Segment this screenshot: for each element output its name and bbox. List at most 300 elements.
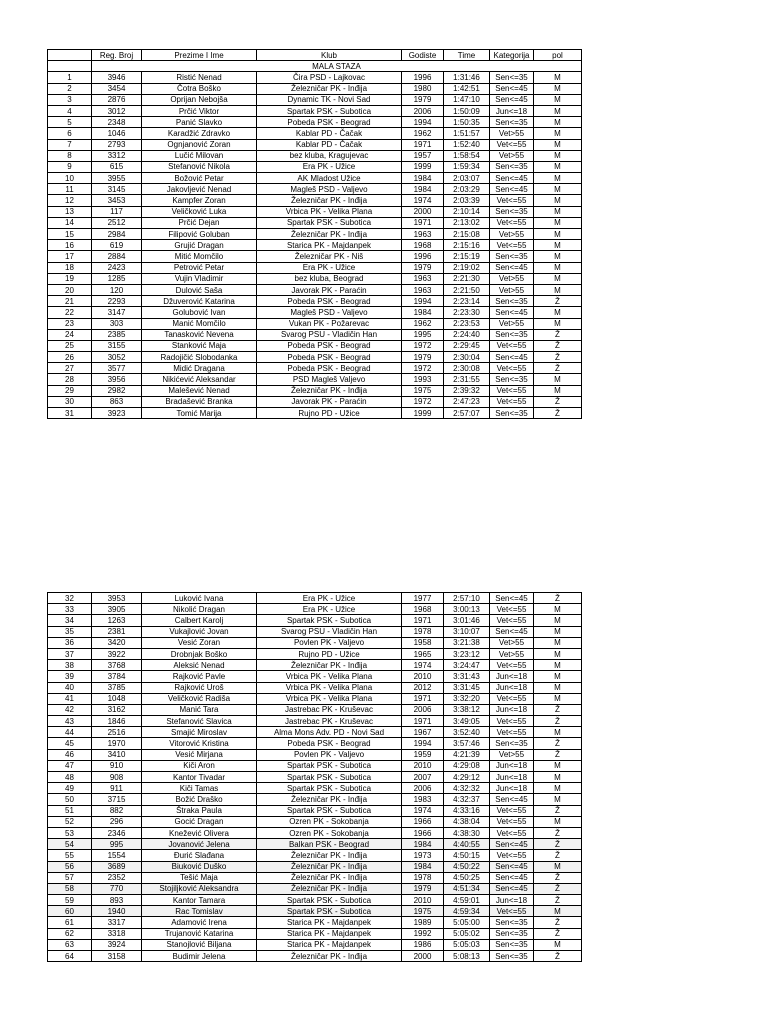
birth-year-cell: 1989 (402, 917, 444, 928)
name-cell: Ristić Nenad (142, 72, 257, 83)
club-cell: Starica PK - Majdanpek (257, 240, 402, 251)
time-cell: 2:57:10 (444, 593, 490, 604)
name-cell: Čotra Boško (142, 83, 257, 94)
reg-number-cell: 1048 (92, 693, 142, 704)
table-row (48, 604, 582, 615)
birth-year-cell: 1994 (402, 117, 444, 128)
club-cell: Starica PK - Majdanpek (257, 928, 402, 939)
birth-year-cell: 1979 (402, 262, 444, 273)
category-cell: Sen<=45 (490, 626, 534, 637)
table-row (48, 951, 582, 962)
reg-number-cell: 3577 (92, 363, 142, 374)
reg-number-cell: 3410 (92, 749, 142, 760)
time-cell: 4:32:37 (444, 794, 490, 805)
club-cell: Starica PK - Majdanpek (257, 917, 402, 928)
time-cell: 3:31:45 (444, 682, 490, 693)
gender-cell: M (534, 139, 582, 150)
rank-cell: 61 (48, 917, 92, 928)
name-cell: Stojiljković Aleksandra (142, 883, 257, 894)
club-cell: Spartak PSK - Subotica (257, 615, 402, 626)
club-cell: Javorak PK - Paraćin (257, 396, 402, 407)
category-cell: Sen<=35 (490, 329, 534, 340)
reg-number-cell: 2348 (92, 117, 142, 128)
category-cell: Sen<=35 (490, 738, 534, 749)
birth-year-cell: 2006 (402, 105, 444, 116)
birth-year-cell: 1975 (402, 385, 444, 396)
time-cell: 1:58:54 (444, 150, 490, 161)
time-cell: 1:31:46 (444, 72, 490, 83)
section-blank-cell (48, 61, 92, 72)
birth-year-cell: 1962 (402, 128, 444, 139)
reg-number-cell: 1940 (92, 906, 142, 917)
club-cell: Era PK - Užice (257, 161, 402, 172)
table-row (48, 939, 582, 950)
reg-number-cell: 995 (92, 839, 142, 850)
reg-number-cell: 893 (92, 895, 142, 906)
table-row (48, 883, 582, 894)
table-row (48, 184, 582, 195)
name-cell: Manić Momčilo (142, 318, 257, 329)
birth-year-cell: 1979 (402, 883, 444, 894)
club-cell: Vrbica PK - Velika Plana (257, 693, 402, 704)
table-row (48, 626, 582, 637)
club-cell: Vrbica PK - Velika Plana (257, 682, 402, 693)
club-cell: Železničar PK - Inđija (257, 872, 402, 883)
gender-cell: Ž (534, 738, 582, 749)
birth-year-cell: 1980 (402, 83, 444, 94)
time-cell: 3:57:46 (444, 738, 490, 749)
category-cell: Vet>55 (490, 150, 534, 161)
time-cell: 3:24:47 (444, 660, 490, 671)
name-cell: Petrović Petar (142, 262, 257, 273)
birth-year-cell: 1963 (402, 229, 444, 240)
birth-year-cell: 1978 (402, 872, 444, 883)
rank-cell: 13 (48, 206, 92, 217)
category-cell: Vet<=55 (490, 693, 534, 704)
birth-year-cell: 2006 (402, 704, 444, 715)
club-cell: Rujno PD - Užice (257, 648, 402, 659)
reg-number-cell: 2293 (92, 296, 142, 307)
table-row (48, 105, 582, 116)
time-cell: 5:08:13 (444, 951, 490, 962)
time-cell: 4:50:22 (444, 861, 490, 872)
reg-number-cell: 3689 (92, 861, 142, 872)
rank-cell: 43 (48, 716, 92, 727)
club-cell: Jastrebac PK - Kruševac (257, 704, 402, 715)
name-cell: Malešević Nenad (142, 385, 257, 396)
gender-cell: M (534, 626, 582, 637)
reg-number-cell: 1046 (92, 128, 142, 139)
name-cell: Knežević Olivera (142, 827, 257, 838)
name-cell: Vesić Zoran (142, 637, 257, 648)
birth-year-cell: 2010 (402, 760, 444, 771)
gender-cell: Ž (534, 704, 582, 715)
time-cell: 5:05:03 (444, 939, 490, 950)
rank-cell: 6 (48, 128, 92, 139)
reg-number-cell: 3784 (92, 671, 142, 682)
rank-cell: 8 (48, 150, 92, 161)
name-cell: Stanković Maja (142, 340, 257, 351)
time-cell: 5:05:00 (444, 917, 490, 928)
rank-cell: 50 (48, 794, 92, 805)
reg-number-cell: 863 (92, 396, 142, 407)
rank-cell: 11 (48, 184, 92, 195)
table-row (48, 284, 582, 295)
gender-cell: M (534, 374, 582, 385)
birth-year-cell: 1968 (402, 240, 444, 251)
reg-number-cell: 1554 (92, 850, 142, 861)
reg-number-cell: 2346 (92, 827, 142, 838)
gender-cell: M (534, 83, 582, 94)
table-row (48, 296, 582, 307)
reg-number-cell: 910 (92, 760, 142, 771)
category-cell: Vet<=55 (490, 827, 534, 838)
category-cell: Sen<=35 (490, 296, 534, 307)
category-cell: Sen<=45 (490, 262, 534, 273)
name-cell: Stanojlović Biljana (142, 939, 257, 950)
time-cell: 3:32:20 (444, 693, 490, 704)
category-cell: Sen<=45 (490, 861, 534, 872)
header-rank (48, 50, 92, 61)
gender-cell: M (534, 385, 582, 396)
table-row (48, 72, 582, 83)
reg-number-cell: 1263 (92, 615, 142, 626)
birth-year-cell: 1959 (402, 749, 444, 760)
birth-year-cell: 1971 (402, 716, 444, 727)
birth-year-cell: 2007 (402, 772, 444, 783)
gender-cell: M (534, 794, 582, 805)
category-cell: Jun<=18 (490, 895, 534, 906)
table-row (48, 827, 582, 838)
table-row (48, 794, 582, 805)
birth-year-cell: 1992 (402, 928, 444, 939)
reg-number-cell: 2423 (92, 262, 142, 273)
rank-cell: 44 (48, 727, 92, 738)
birth-year-cell: 1986 (402, 939, 444, 950)
rank-cell: 9 (48, 161, 92, 172)
birth-year-cell: 1977 (402, 593, 444, 604)
club-cell: Starica PK - Majdanpek (257, 939, 402, 950)
name-cell: Rajković Pavle (142, 671, 257, 682)
table-row (48, 906, 582, 917)
club-cell: Spartak PSK - Subotica (257, 783, 402, 794)
name-cell: Luković Ivana (142, 593, 257, 604)
reg-number-cell: 2381 (92, 626, 142, 637)
reg-number-cell: 1285 (92, 273, 142, 284)
time-cell: 2:31:55 (444, 374, 490, 385)
table-row (48, 240, 582, 251)
table-row (48, 273, 582, 284)
time-cell: 2:21:30 (444, 273, 490, 284)
category-cell: Vet<=55 (490, 660, 534, 671)
results-body-page2 (48, 593, 582, 962)
time-cell: 2:24:40 (444, 329, 490, 340)
gender-cell: Ž (534, 839, 582, 850)
name-cell: Radojičić Slobodanka (142, 352, 257, 363)
category-cell: Sen<=45 (490, 352, 534, 363)
name-cell: Prčić Viktor (142, 105, 257, 116)
rank-cell: 21 (48, 296, 92, 307)
birth-year-cell: 1962 (402, 318, 444, 329)
birth-year-cell: 1972 (402, 396, 444, 407)
reg-number-cell: 3162 (92, 704, 142, 715)
rank-cell: 58 (48, 883, 92, 894)
rank-cell: 42 (48, 704, 92, 715)
gender-cell: M (534, 783, 582, 794)
gender-cell: Ž (534, 917, 582, 928)
name-cell: Tanasković Nevena (142, 329, 257, 340)
category-cell: Sen<=45 (490, 307, 534, 318)
reg-number-cell: 3145 (92, 184, 142, 195)
club-cell: Spartak PSK - Subotica (257, 805, 402, 816)
category-cell: Vet<=55 (490, 195, 534, 206)
rank-cell: 64 (48, 951, 92, 962)
gender-cell: M (534, 939, 582, 950)
table-row (48, 917, 582, 928)
name-cell: Štraka Paula (142, 805, 257, 816)
name-cell: Smajić Miroslav (142, 727, 257, 738)
name-cell: Božović Petar (142, 173, 257, 184)
club-cell: Rujno PD - Užice (257, 408, 402, 419)
club-cell: Ozren PK - Sokobanja (257, 827, 402, 838)
reg-number-cell: 3155 (92, 340, 142, 351)
club-cell: Železničar PK - Inđija (257, 385, 402, 396)
gender-cell: Ž (534, 827, 582, 838)
reg-number-cell: 3785 (92, 682, 142, 693)
table-row (48, 850, 582, 861)
gender-cell: M (534, 682, 582, 693)
gender-cell: M (534, 206, 582, 217)
gender-cell: Ž (534, 716, 582, 727)
header-time: Time (444, 50, 490, 61)
reg-number-cell: 3147 (92, 307, 142, 318)
name-cell: Dulović Saša (142, 284, 257, 295)
gender-cell: M (534, 816, 582, 827)
category-cell: Vet<=55 (490, 240, 534, 251)
rank-cell: 56 (48, 861, 92, 872)
rank-cell: 7 (48, 139, 92, 150)
table-row (48, 94, 582, 105)
gender-cell: M (534, 307, 582, 318)
time-cell: 2:13:02 (444, 217, 490, 228)
time-cell: 1:42:51 (444, 83, 490, 94)
club-cell: Vrbica PK - Velika Plana (257, 671, 402, 682)
time-cell: 4:38:04 (444, 816, 490, 827)
name-cell: Mitić Momčilo (142, 251, 257, 262)
results-table-page1 (47, 49, 582, 419)
rank-cell: 5 (48, 117, 92, 128)
rank-cell: 19 (48, 273, 92, 284)
table-row (48, 329, 582, 340)
name-cell: Trujanović Katarina (142, 928, 257, 939)
name-cell: Aleksić Nenad (142, 660, 257, 671)
header-reg-number: Reg. Broj (92, 50, 142, 61)
name-cell: Veličković Luka (142, 206, 257, 217)
reg-number-cell: 3955 (92, 173, 142, 184)
table-row (48, 704, 582, 715)
table-row (48, 195, 582, 206)
birth-year-cell: 1974 (402, 195, 444, 206)
name-cell: Stefanović Nikola (142, 161, 257, 172)
rank-cell: 54 (48, 839, 92, 850)
name-cell: Grujić Dragan (142, 240, 257, 251)
category-cell: Vet<=55 (490, 615, 534, 626)
table-row (48, 117, 582, 128)
reg-number-cell: 2982 (92, 385, 142, 396)
category-cell: Vet<=55 (490, 805, 534, 816)
header-birth-year: Godiste (402, 50, 444, 61)
birth-year-cell: 1972 (402, 363, 444, 374)
table-row (48, 693, 582, 704)
birth-year-cell: 1996 (402, 251, 444, 262)
reg-number-cell: 3956 (92, 374, 142, 385)
birth-year-cell: 2006 (402, 783, 444, 794)
category-cell: Vet<=55 (490, 363, 534, 374)
birth-year-cell: 2000 (402, 951, 444, 962)
name-cell: Midić Dragana (142, 363, 257, 374)
time-cell: 2:47:23 (444, 396, 490, 407)
reg-number-cell: 120 (92, 284, 142, 295)
rank-cell: 30 (48, 396, 92, 407)
time-cell: 2:15:08 (444, 229, 490, 240)
gender-cell: Ž (534, 749, 582, 760)
birth-year-cell: 1973 (402, 850, 444, 861)
club-cell: Spartak PSK - Subotica (257, 772, 402, 783)
gender-cell: M (534, 184, 582, 195)
club-cell: Železničar PK - Inđija (257, 794, 402, 805)
birth-year-cell: 1957 (402, 150, 444, 161)
name-cell: Budimir Jelena (142, 951, 257, 962)
club-cell: bez kluba, Beograd (257, 273, 402, 284)
reg-number-cell: 2984 (92, 229, 142, 240)
table-row (48, 895, 582, 906)
reg-number-cell: 3924 (92, 939, 142, 950)
rank-cell: 10 (48, 173, 92, 184)
club-cell: Železničar PK - Inđija (257, 850, 402, 861)
category-cell: Vet>55 (490, 229, 534, 240)
reg-number-cell: 2512 (92, 217, 142, 228)
category-cell: Sen<=35 (490, 161, 534, 172)
time-cell: 4:40:55 (444, 839, 490, 850)
birth-year-cell: 1965 (402, 648, 444, 659)
results-body-page1 (48, 72, 582, 419)
club-cell: Balkan PSK - Beograd (257, 839, 402, 850)
club-cell: Spartak PSK - Subotica (257, 105, 402, 116)
table-header-row (48, 50, 582, 61)
name-cell: Filipović Goluban (142, 229, 257, 240)
gender-cell: M (534, 229, 582, 240)
table-row (48, 872, 582, 883)
category-cell: Sen<=45 (490, 872, 534, 883)
gender-cell: M (534, 217, 582, 228)
time-cell: 4:38:30 (444, 827, 490, 838)
club-cell: Pobeda PSK - Beograd (257, 352, 402, 363)
table-row (48, 727, 582, 738)
reg-number-cell: 3317 (92, 917, 142, 928)
category-cell: Vet>55 (490, 273, 534, 284)
club-cell: Železničar PK - Inđija (257, 229, 402, 240)
gender-cell: Ž (534, 895, 582, 906)
name-cell: Calbert Karolj (142, 615, 257, 626)
table-row (48, 816, 582, 827)
name-cell: Tomić Marija (142, 408, 257, 419)
section-label: MALA STAZA (92, 61, 582, 72)
club-cell: Železničar PK - Inđija (257, 951, 402, 962)
rank-cell: 46 (48, 749, 92, 760)
name-cell: Gocić Dragan (142, 816, 257, 827)
club-cell: Povlen PK - Valjevo (257, 637, 402, 648)
name-cell: Rajković Uroš (142, 682, 257, 693)
category-cell: Jun<=18 (490, 105, 534, 116)
time-cell: 4:59:34 (444, 906, 490, 917)
club-cell: PSD Magleš Valjevo (257, 374, 402, 385)
gender-cell: M (534, 94, 582, 105)
time-cell: 3:00:13 (444, 604, 490, 615)
table-row (48, 352, 582, 363)
reg-number-cell: 615 (92, 161, 142, 172)
rank-cell: 20 (48, 284, 92, 295)
category-cell: Vet>55 (490, 648, 534, 659)
rank-cell: 27 (48, 363, 92, 374)
club-cell: Železničar PK - Inđija (257, 83, 402, 94)
table-row (48, 805, 582, 816)
rank-cell: 41 (48, 693, 92, 704)
reg-number-cell: 2876 (92, 94, 142, 105)
birth-year-cell: 1963 (402, 284, 444, 295)
gender-cell: M (534, 262, 582, 273)
gender-cell: Ž (534, 883, 582, 894)
name-cell: Panić Slavko (142, 117, 257, 128)
category-cell: Vet>55 (490, 128, 534, 139)
name-cell: Vesić Mirjana (142, 749, 257, 760)
rank-cell: 15 (48, 229, 92, 240)
reg-number-cell: 2352 (92, 872, 142, 883)
rank-cell: 16 (48, 240, 92, 251)
club-cell: Železničar PK - Niš (257, 251, 402, 262)
name-cell: Vukajlović Jovan (142, 626, 257, 637)
reg-number-cell: 303 (92, 318, 142, 329)
gender-cell: M (534, 671, 582, 682)
name-cell: Prčić Dejan (142, 217, 257, 228)
club-cell: Svarog PSU - Vladičin Han (257, 329, 402, 340)
category-cell: Sen<=35 (490, 939, 534, 950)
time-cell: 4:51:34 (444, 883, 490, 894)
reg-number-cell: 2793 (92, 139, 142, 150)
category-cell: Sen<=45 (490, 83, 534, 94)
club-cell: Povlen PK - Valjevo (257, 749, 402, 760)
club-cell: bez kluba, Kragujevac (257, 150, 402, 161)
table-row (48, 671, 582, 682)
time-cell: 1:51:57 (444, 128, 490, 139)
table-row (48, 396, 582, 407)
club-cell: Kablar PD - Čačak (257, 139, 402, 150)
rank-cell: 31 (48, 408, 92, 419)
table-row (48, 615, 582, 626)
time-cell: 3:21:38 (444, 637, 490, 648)
reg-number-cell: 3715 (92, 794, 142, 805)
table-row (48, 128, 582, 139)
gender-cell: M (534, 128, 582, 139)
gender-cell: M (534, 251, 582, 262)
category-cell: Jun<=18 (490, 783, 534, 794)
club-cell: Spartak PSK - Subotica (257, 760, 402, 771)
rank-cell: 40 (48, 682, 92, 693)
time-cell: 4:29:12 (444, 772, 490, 783)
time-cell: 2:21:50 (444, 284, 490, 295)
time-cell: 2:03:29 (444, 184, 490, 195)
category-cell: Jun<=18 (490, 772, 534, 783)
gender-cell: M (534, 117, 582, 128)
